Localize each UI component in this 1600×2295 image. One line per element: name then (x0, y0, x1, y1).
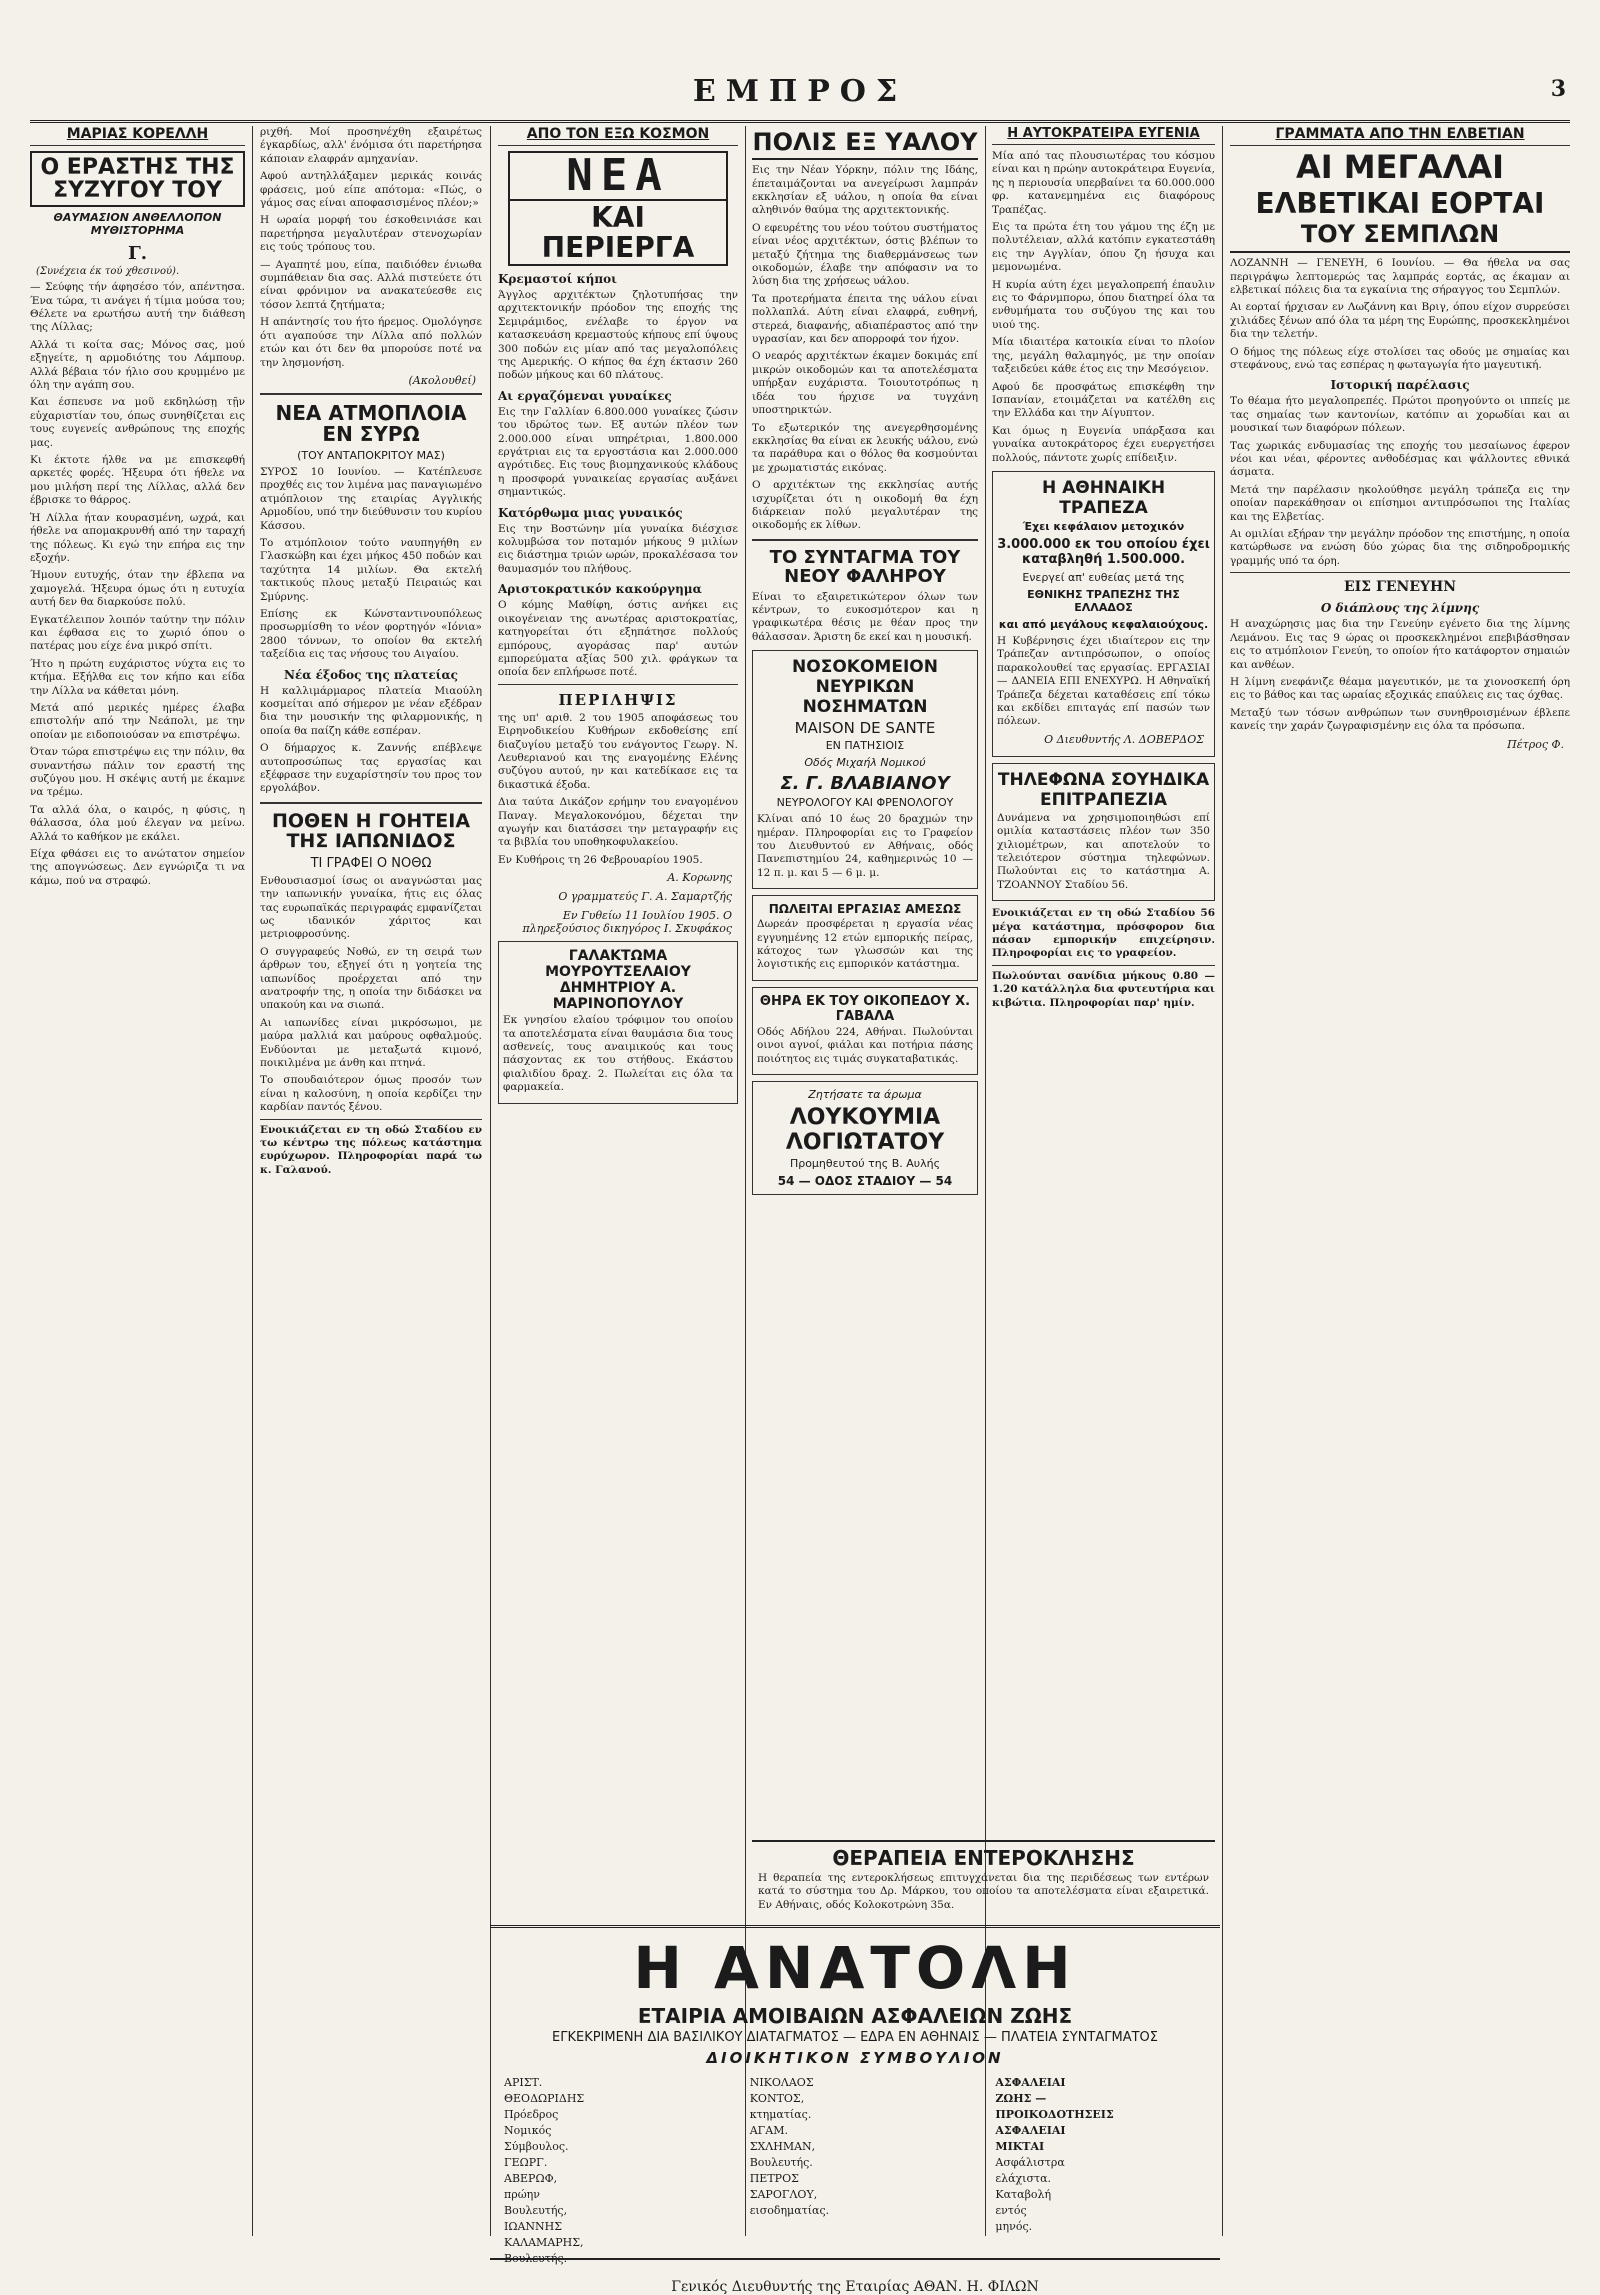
wine-ad-text: Οδός Αδήλου 224, Αθήναι. Πωλούνται οινοι αγνοί, φιάλαι και ποτήρια πάσης ποιότητος εις τιμάς συγκαταβατικάς. (757, 1025, 973, 1065)
paragraph: ΣΥΡΟΣ 10 Ιουνίου. — Κατέπλευσε προχθές εις τον λιμένα μας παναγιωμένο ατμόπλοιον της εταιρίας Αγγλικής Αρμοδίου, υπό την διεύθυνσιν του κυρίου Κάσσου. (260, 465, 482, 532)
paragraph: Μετά από μερικές ημέρες έλαβα επιστολήν από την Νεάπολι, με την οποίαν με ειδοποιούσαν να επιστρέψω. (30, 701, 245, 741)
paragraph: — Αγαπητέ μου, είπα, παιδιόθεν ένιωθα συμπάθειαν δια σας. Αλλά πιστεύετε ότι είναι φρόνιμον να ανακατεύεσθε εις τόσον λεπτά ζητήματα; (260, 258, 482, 311)
column-news-syros (260, 126, 482, 2246)
signature: Εν Γυθείω 11 Ιουλίου 1905. Ο πληρεξούσιος δικηγόρος Ι. Σκυφάκος (522, 909, 732, 936)
paragraph: Κι έκτοτε ήλθε να με επισκεφθή αρκετές φορές. Ήξευρα ότι ήθελε να μου μιλήση περί της Λίλλας, αλλά δεν έβρισκε το θάρρος. (30, 454, 245, 507)
telephone-ad-text: Δυνάμενα να χρησιμοποιηθώσι επί ομιλία καταστάσεις πλέον των 350 χιλιομέτρων, και αποτελούν το τελειότερον σύστημα τηλεφώνων. Πωλούνται εις το κατάστημα Α. ΤΖΟΑΝΝΟΥ Σταδίου 56. (997, 811, 1210, 891)
swiss-headline-2: ΕΛΒΕΤΙΚΑΙ ΕΟΡΤΑΙ (1255, 186, 1545, 220)
paragraph: Αφού δε προσφάτως επισκέφθη την Ισπανίαν, ετοιμάζεται να κατέλθη εις την Ελλάδα και την Αίγυπτον. (992, 380, 1215, 420)
bank-ad-title: Η ΑΘΗΝΑΙΚΗ ΤΡΑΠΕΖΑ (1041, 477, 1166, 518)
lake-subheading: Ο διάπλους της λίμνης (1320, 601, 1480, 616)
hospital-ad-doctor: Σ. Γ. ΒΛΑΒΙΑΝΟΥ (780, 773, 950, 795)
news-item: Κατόρθωμα μιας γυναικός Εις την Βοστώνην μία γυναίκα διέσχισε κολυμβώσα τον ποταμόν μήκους 9 μιλίων εις διάστημα τριών ωρών, προκαλέσασα τον θαυμασμόν του πλήθους. (498, 505, 738, 575)
paragraph: Τας χωρικάς ενδυμασίας της εποχής του μεσαίωνος έφερον νέοι και νέαι, φέροντες ανθοδέσμας και ψάλλοντες εθνικά άσματα. (1230, 439, 1570, 479)
empress-headline: Η ΑΥΤΟΚΡΑΤΕΙΡΑ ΕΥΓΕΝΙΑ (992, 126, 1215, 145)
insurance-director: Γενικός Διευθυντής της Εταιρίας ΑΘΑΝ. Η. ΦΙΛΩΝ (671, 2279, 1039, 2295)
continued-note: (Ακολουθεί) (408, 373, 476, 387)
newspaper-title: ΕΜΠΡΟΣ (692, 74, 908, 109)
paragraph: Ο δήμος της πόλεως είχε στολίσει τας οδούς με σημαίας και στεφάνους, ενώ τας εσπέρας η φωταγωγία ήτο μαγευτική. (1230, 345, 1570, 372)
classified-ad: Ενοικιάζεται εν τη οδώ Σταδίου εν τω κέντρω της πόλεως κατάστημα ευρύχωρον. Πληροφορίαι παρά τω κ. Γαλανού. (260, 1123, 482, 1176)
paragraph: Μετά την παρέλασιν ηκολούθησε μεγάλη τράπεζα εις την οποίαν παρεκάθησαν οι επίσημοι αντιπρόσωποι της Ιταλίας και της Ελβετίας. (1230, 483, 1570, 523)
paragraph: Η ωραία μορφή του έσκοθεινιάσε και παρετήρησα μεγαλυτέραν στενοχωρίαν εις τούς τρόπους του. (260, 214, 482, 254)
board-members: ΑΡΙΣΤ. ΘΕΟΔΩΡΙΔΗΣ Πρόεδρος Νομικός Σύμβουλος. ΓΕΩΡΓ. ΑΒΕΡΩΦ, πρώην Βουλευτής, ΙΩΑΝΝΗΣ ΚΑΛΑΜΑΡΗΣ, Βουλευτής. ΝΙΚΟΛΑΟΣ ΚΟΝΤΟΣ, κτηματίας. ΑΓΑΜ. ΣΧΛΗΜΑΝ, Βουλευτής. ΠΕΤΡΟΣ ΣΑΡΟΓΛΟΥ, εισοδηματίας. ΑΣΦΑΛΕΙΑΙ ΖΩΗΣ — ΠΡΟΙΚΟΔΟΤΗΣΕΙΣ ΑΣΦΑΛΕΙΑΙ ΜΙΚΤΑΙ Ασφάλιστρα ελάχιστα. Καταβολή εντός μηνός. (504, 2076, 1114, 2265)
syros-byline: (ΤΟΥ ΑΝΤΑΠΟΚΡΙΤΟΥ ΜΑΣ) (297, 448, 445, 462)
hospital-ad-address: Οδός Μιχαήλ Νομικού (804, 756, 926, 770)
news-item: Κρεμαστοί κήποι Άγγλος αρχιτέκτων ζηλοτυπήσας την αρχιτεκτονικήν πρόοδον της εποχής της Σεμιράμιδος, ενέλαβε το έργον να κατασκευάση κρεμαστούς κήπους επί ύψους 300 ποδών εις μίαν από τας μεγαλοπόλεις της Αμερικής. Ο κήπος θα έχη έκτασιν 260 ποδών μήκους και 60 πλάτους. (498, 271, 738, 382)
sweets-ad-text: Προμηθευτού της Β. Αυλής (789, 1157, 941, 1171)
news-subheadline: ΚΑΙ ΠΕΡΙΕΡΓΑ (508, 201, 728, 266)
board-heading: ΔΙΟΙΚΗΤΙΚΟΝ ΣΥΜΒΟΥΛΙΟΝ (706, 2049, 1004, 2067)
japanese-subhead: ΤΙ ΓΡΑΦΕΙ Ο ΝΟΘΩ (310, 855, 432, 871)
therapy-ad-text: Η θεραπεία της εντεροκλήσεως επιτυγχάνεται δια της περιδέσεως των εντέρων κατά το σύστημα του Δρ. Μάρκου, του οποίου τα αποτελέσματα είναι εξαιρετικά. Εν Αθήναις, οδός Κολοκοτρώνη 35α. (758, 1872, 1209, 1911)
therapy-ad-title: ΘΕΡΑΠΕΙΑ ΕΝΤΕΡΟΚΛΗΣΗΣ (832, 1846, 1135, 1870)
paragraph: Η καλλιμάρμαρος πλατεία Μιαούλη κοσμείται από σήμερον με νέαν εξέδραν δια την μουσικήν της φιλαρμονικής, η οποία θα παίζη κάθε εσπέραν. (260, 684, 482, 737)
bank-ad-signature: Ο Διευθυντής Λ. ΔΟΒΕΡΔΟΣ (1044, 732, 1204, 746)
japanese-headline: ΠΟΘΕΝ Η ΓΟΗΤΕΙΑ ΤΗΣ ΙΑΠΩΝΙΔΟΣ (271, 809, 471, 852)
column-world-news (498, 126, 738, 1916)
paragraph: ΛΟΖΑΝΝΗ — ΓΕΝΕΥΗ, 6 Ιουνίου. — Θα ήθελα να σας περιγράψω λεπτομερώς τας λαμπράς εορτάς, ας έκαμαν αι ελβετικαί πόλεις δια τα εγκαίνια της σήραγγος του Σεμπλών. (1230, 257, 1570, 296)
paragraph: Αι ομιλίαι εξήραν την μεγάλην πρόοδον της επιστήμης, η οποία κατώρθωσε να ενώση δύο χώρας δια της σιδηροδρομικής γραμμής υπό τα όρη. (1230, 528, 1570, 567)
signature: Ο γραμματεύς Γ. Α. Σαμαρτζής (558, 890, 732, 904)
column-rule (490, 126, 491, 2236)
paragraph: Μία από τας πλουσιωτέρας του κόσμου είναι και η πρώην αυτοκράτειρα Ευγενία, ης η περιουσία υπερβαίνει τα 60.000.000 φρ. κατανεμημένα εις διαφόρους Τραπέζας. (992, 150, 1215, 216)
column-serial-novel (30, 126, 245, 2246)
paragraph: Ἡ Λίλλα ήταν κουρασμένη, ωχρά, και ήθελε να απομακρυνθή από την ταραχή της πόλεως. Κι εγώ την επήρα εις την εξοχήν. (30, 511, 245, 564)
paragraph: Η κυρία αύτη έχει μεγαλοπρεπή έπαυλιν εις το Φάρνμπορω, όπου διατηρεί όλα τα ενθυμήματα του συζύγου της και του υιού της. (992, 278, 1215, 331)
paragraph: Τα προτερήματα έπειτα της υάλου είναι πολλαπλά. Αύτη είναι ελαφρά, ευθηνή, στερεά, διαφανής, αδιαπέραστος από την υγρασίαν, και δεν απορροφά τον ήχον. (752, 292, 978, 346)
column-rule (745, 126, 746, 2236)
sweets-ad-title: ΛΟΥΚΟΥΜΙΑ ΛΟΓΙΩΤΑΤΟΥ (785, 1105, 945, 1156)
paragraph: Το σπουδαιότερον όμως προσόν των είναι η καλοσύνη, η οποία κερδίζει την καρδίαν παντός ξένου. (260, 1074, 482, 1114)
paragraph: Αι εορταί ήρχισαν εν Λωζάννη και Βριγ, όπου είχον συρρεύσει χιλιάδες ξένων από όλα τα μέρη της Ευρώπης, προσκεκλημένοι δια την τελετήν. (1230, 301, 1570, 341)
hospital-ad-text: Κλίναι από 10 έως 20 δραχμών την ημέραν. Πληροφορίαι εις το Γραφείον του Διευθυντού εν Αθήναις, οδός Πανεπιστημίου 24, καθημερινώς 10 — 12 π. μ. και 5 — 6 μ. μ. (757, 813, 973, 879)
syntagma-headline: ΤΟ ΣΥΝΤΑΓΜΑ ΤΟΥ ΝΕΟΥ ΦΑΛΗΡΟΥ (769, 546, 961, 587)
paragraph: Ήμουν ευτυχής, όταν την έβλεπα να χαμογελά. Ήξευρα όμως ότι η ευτυχία αυτή δεν θα διαρκούσε πολύ. (30, 569, 245, 609)
page-number: 3 (1550, 76, 1566, 102)
therapy-ad (752, 1840, 1215, 1922)
job-ad-title: ΠΩΛΕΙΤΑΙ ΕΡΓΑΣΙΑΣ ΑΜΕΣΩΣ (768, 902, 962, 917)
subheading: Ιστορική παρέλασις (1330, 378, 1470, 393)
paragraph: Ο δήμαρχος κ. Ζαννής επέβλεψε αυτοπροσώπως τας εργασίας και εξέφρασε την ευχαρίστησίν του προς τον εργολάβον. (260, 742, 482, 795)
news-item: Αι εργαζόμεναι γυναίκες Εις την Γαλλίαν 6.800.000 γυναίκες ζώσιν του ιδρώτος των. Εξ αυτών πλέον των 2.000.000 είναι υπηρέτριαι, 1.800.000 εργάτριαι εις τα εργοστάσια και 2.000.000 αγρότιδες. Εις τους βιομηχανικούς κλάδους η προσφορά γυναικείας εργασίας αυξάνει σημαντικώς. (498, 388, 738, 499)
paragraph: Είναι το εξαιρετικώτερον όλων των κέντρων, το ευκοσμότερον και η γραφικωτέρα θέσις με θέαν προς την θάλασσαν. Άριστη δε εκεί και η μουσική. (752, 590, 978, 643)
section-header: ΓΡΑΜΜΑΤΑ ΑΠΟ ΤΗΝ ΕΛΒΕΤΙΑΝ (1230, 126, 1570, 146)
paragraph: Το θέαμα ήτο μεγαλοπρεπές. Πρώτοι προηγούντο οι ιππείς με τας σημαίας των καντονίων, κατόπιν αι χορωδίαι και αι μουσικαί των διαφόρων πόλεων. (1230, 395, 1570, 435)
classified-ad: Πωλούνται σανίδια μήκους 0.80 — 1.20 κατάλληλα δια φυτευτήρια και κιβώτια. Πληροφορίαι παρ' ημίν. (992, 969, 1215, 1009)
paragraph: Ο αρχιτέκτων της εκκλησίας αυτής ισχυρίζεται ότι η οικοδομή θα έχη διάρκειαν πολύ μεγαλυτέραν της οικοδομής εκ λίθων. (752, 479, 978, 532)
paragraph: Το ατμόπλοιον τούτο ναυπηγήθη εν Γλασκώβη και έχει μήκος 450 ποδών και ταχύτητα 14 μιλίων. Θα εκτελή τακτικούς πλους μεταξύ Πειραιώς και Σμύρνης. (260, 536, 482, 603)
paragraph: Εις την Νέαν Υόρκην, πόλιν της Ιδάης, έπεταιμάζονται να ανεγείρωσι λαμπράν εκκλησίαν εξ υάλου, η οποία θα είναι αληθινόν θαύμα της αρχιτεκτονικής. (752, 164, 978, 217)
signature: Α. Κορωνης (667, 871, 732, 885)
paragraph: Εις τα πρώτα έτη του γάμου της έζη με πολυτέλειαν, αλλά κατόπιν εγκατεστάθη εις την Αγγλίαν, όπου ζη ήσυχα και μεμονωμένα. (992, 221, 1215, 274)
hospital-ad-doctor-title: ΝΕΥΡΟΛΟΓΟΥ ΚΑΙ ΦΡΕΝΟΛΟΓΟΥ (776, 796, 954, 810)
insurance-company-name: Η ΑΝΑΤΟΛΗ (633, 1934, 1077, 2002)
paragraph: Και έσπευσε να μοῦ εκδηλώσῃ τῇν εὐχαριστίαν του, όπως συνηθίζεται εις τους ευγενείς ανθρώπους της εποχής μας. (30, 396, 245, 449)
swiss-headline-3: ΤΟΥ ΣΕΜΠΛΩΝ (1230, 222, 1570, 253)
paragraph: Ο εφευρέτης του νέου τούτου συστήματος είναι νέος αρχιτέκτων, όστις βλέπων το μεταξύ ζήτημα της διαθερμάνσεως των οικοδομών, έλαβε την απόφασιν να το λύση δια της χρήσεως υάλου. (752, 221, 978, 288)
insurance-approval: ΕΓΚΕΚΡΙΜΕΝΗ ΔΙΑ ΒΑΣΙΛΙΚΟΥ ΔΙΑΤΑΓΜΑΤΟΣ — ΕΔΡΑ ΕΝ ΑΘΗΝΑΙΣ — ΠΛΑΤΕΙΑ ΣΥΝΤΑΓΜΑΤΟΣ (552, 2030, 1158, 2045)
masthead (30, 70, 1570, 123)
paragraph: Είχα φθάσει εις το ανώτατον σημείον της απογνώσεως. Δεν εγνώριζα τι να κάμω, πού να στραφώ. (30, 848, 245, 887)
paragraph: Ήτο η πρώτη ευχάριστος νύχτα εις το κτήμα. Εξήλθα εις τον κήπο και είδα την Λίλλα να κάθεται μόνη. (30, 657, 245, 697)
paragraph: Όταν τώρα επιστρέψω εις την πόλιν, θα συναντήσω πάλιν τον εραστή της συζύγου μου. Η σκέψις αυτή με έκαμνε να τρέμω. (30, 746, 245, 799)
syros-headline: ΝΕΑ ΑΤΜΟΠΛΟΙΑ ΕΝ ΣΥΡΩ (275, 400, 467, 446)
paragraph: Μία ιδιαιτέρα κατοικία είναι το πλοίον της, μεγάλη θαλαμηγός, με την οποίαν ταξειδεύει κάθε έτος εις την Μεσόγειον. (992, 336, 1215, 376)
author-header: ΜΑΡΙΑΣ ΚΟΡΕΛΛΗ (30, 126, 245, 146)
chapter-number: Γ. (127, 243, 148, 265)
glass-city-headline: ΠΟΛΙΣ ΕΞ ΥΑΛΟΥ (752, 130, 978, 160)
novel-subtitle: ΘΑΥΜΑΣΙΟΝ ΑΝΘΕΛΛΟΠΟΝ ΜΥΘΙΣΤΟΡΗΜΑ (53, 211, 222, 238)
column-swiss-letters (1230, 126, 1570, 2246)
milk-ad-title: ΓΑΛΑΚΤΩΜΑ ΜΟΥΡΟΥΤΣΕΛΑΙΟΥ ΔΗΜΗΤΡΙΟΥ Α. ΜΑΡΙΝΟΠΟΥΛΟΥ (545, 948, 691, 1013)
job-ad-text: Δωρεάν προσφέρεται η εργασία νέας εγγυημένης 12 ετών εμπορικής πείρας, κάτοχος των γλωσσών και της λογιστικής εις εμπορικόν κατάστημα. (757, 918, 973, 971)
paragraph: Ενθουσιασμοί ίσως οι αναγνώσται μας την ιαπωνικήν γυναίκα, ήτις εις όλας τας ευρωπαϊκάς περιγραφάς εμφανίζεται ως ιδανικόν χάριτος και μετριοφροσύνης. (260, 874, 482, 941)
paragraph: Εν Κυθήροις τη 26 Φεβρουαρίου 1905. (498, 853, 703, 866)
column-empress: Η ΑΥΤΟΚΡΑΤΕΙΡΑ ΕΥΓΕΝΙΑ Μία από τας πλουσιωτέρας του κόσμου είναι και η πρώην αυτοκράτειρα Ευγενία, ης η περιουσία υπερβαίνει τα 60.000.000 φρ. κατανεμημένα εις διαφόρους Τραπέζας. Εις τα πρώτα έτη του γάμου της έζη με πολυτέλειαν, αλλά κατόπιν εγκατεστάθη εις την Αγγλίαν, όπου ζη ήσυχα και μεμονωμένα. Η κυρία αύτη έχει μεγαλοπρεπή έπαυλιν εις το Φάρνμπορω, όπου διατηρεί όλα τα ενθυμήματα του συζύγου της και του υιού της. Μία ιδιαιτέρα κατοικία είναι το πλοίον της, μεγάλη θαλαμηγός, με την οποίαν ταξειδεύει κάθε έτος εις την Μεσόγειον. Αφού δε προσφάτως επισκέφθη την Ισπανίαν, ετοιμάζεται να κατέλθη εις την Ελλάδα και την Αίγυπτον. Και όμως η Ευγενία υπάρξασα και γυναίκα αυτοκράτορος έχει ευεργετήσει πολλούς, πάντοτε χωρίς επίδειξιν. Η ΑΘΗΝΑΙΚΗ ΤΡΑΠΕΖΑ Έχει κεφάλαιον μετοχικόν 3.000.000 εκ του οποίου έχει καταβληθή 1.500.000. Ενεργεί απ' ευθείας μετά της ΕΘΝΙΚΗΣ ΤΡΑΠΕΖΗΣ ΤΗΣ ΕΛΛΑΔΟΣ και από μεγάλους κεφαλαιούχους. Η Κυβέρνησις έχει ιδιαίτερον εις την Τράπεζαν αντιπρόσωπον, ο οποίος παρακολουθεί τας εργασίας. ΕΡΓΑΣΙΑΙ — ΔΑΝΕΙΑ ΕΠΙ ΕΝΕΧΥΡΩ. Η Αθηναϊκή Τράπεζα δέχεται καταθέσεις επί τόκω και εκδίδει επιταγάς επί πασών των πόλεων. Ο Διευθυντής Λ. ΔΟΒΕΡΔΟΣ ΤΗΛΕΦΩΝΑ ΣΟΥΗΔΙΚΑ ΕΠΙΤΡΑΠΕΖΙΑ Δυνάμενα να χρησιμοποιηθώσι επί ομιλία καταστάσεις πλέον των 350 χιλιομέτρων, και αποτελούν το τελειότερον σύστημα τηλεφώνων. Πωλούνται εις το κατάστημα Α. ΤΖΟΑΝΝΟΥ Σταδίου 56. Ενοικιάζεται εν τη οδώ Σταδίου 56 μέγα κατάστημα, πρόσφορον δια πάσαν εμπορικήν επιχείρησιν. Πληροφορίαι εις το γραφείον. Πωλούνται σανίδια μήκους 0.80 — 1.20 κατάλληλα δια φυτευτήρια και κιβώτια. Πληροφορίαι παρ' ημίν. (992, 126, 1215, 1009)
paragraph: της υπ' αριθ. 2 του 1905 αποφάσεως του Ειρηνοδικείου Κυθήρων εκδοθείσης επί διαζυγίου μεταξύ του ενάγοντος Γεωργ. Ν. Λευθεριανού και της εναγομένης Ελένης συζύγου αυτού, ην και κατεδίκασε εις τα δικαστικά έξοδα. (498, 711, 738, 791)
paragraph: Επίσης εκ Κώνσταντινουπόλεως προσωρμίσθη το νέον φορτηγόν «Ιόνια» 2800 τόννων, το οποίον θα εκτελή ταξείδια εις τας νήσους του Αιγαίου. (260, 607, 482, 661)
paragraph: Το εξωτερικόν της ανεγερθησομένης εκκλησίας θα είναι εκ λευκής υάλου, ενώ τα παράθυρα και ο θόλος θα κοσμούνται με χρωματιστάς εικόνας. (752, 421, 978, 474)
paragraph: Αλλά τι κοίτα σας; Μόνος σας, μού εξηγείτε, η αρμοδιότης του Λάμπουρ. Αλλά βέβαια τόν ήλιο σου κρυμμένο με όλη την αγάπη σου. (30, 338, 245, 392)
classified-ad: Ενοικιάζεται εν τη οδώ Σταδίου 56 μέγα κατάστημα, πρόσφορον δια πάσαν εμπορικήν επιχείρησιν. Πληροφορίαι εις το γραφείον. (992, 907, 1215, 960)
paragraph: Ο νεαρός αρχιτέκτων έκαμεν δοκιμάς επί μικρών οικοδομών και τα αποτελέσματα υπήρξαν ευχάριστα. Τοιουτοτρόπως η ιδέα του ήρχισε να τυγχάνη υποστηρικτών. (752, 350, 978, 417)
column-glass-city (752, 126, 978, 1916)
paragraph: — Σεύφης τήν άφησέσο τόν, απέντησα. Ένα τώρα, τι ανάγει ή τίμια μούσα του; Θέλετε να ερωτήσω αυτή την διάθεση της Λίλλας; (30, 281, 245, 334)
paragraph: Η λίμνη ενεφάνιζε θέαμα μαγευτικόν, με τα χιονοσκεπή όρη εις το βάθος και τας ωραίας εξοχικάς επαύλεις εις τας όχθας. (1230, 675, 1570, 702)
telephone-ad-title: ΤΗΛΕΦΩΝΑ ΣΟΥΗΔΙΚΑ ΕΠΙΤΡΑΠΕΖΙΑ (997, 769, 1210, 810)
hospital-ad-title: ΝΟΣΟΚΟΜΕΙΟΝ ΝΕΥΡΙΚΩΝ ΝΟΣΗΜΑΤΩΝ (792, 657, 938, 718)
milk-ad-text: Εκ γνησίου ελαίου τρόφιμον του οποίου τα αποτελέσματα είναι θαυμάσια δια τους ασθενείς, τους αναιμικούς και τους πάσχοντας εκ του στήθους. Εκάστου φιαλιδίου δραχ. 2. Πωλείται εις όλα τα φαρμακεία. (503, 1014, 733, 1094)
legal-notice-title: ΠΕΡΙΛΗΨΙΣ (558, 690, 678, 709)
sweets-ad-address: 54 — ΟΔΟΣ ΣΤΑΔΙΟΥ — 54 (777, 1174, 953, 1189)
hospital-ad-location: ΕΝ ΠΑΤΗΣΙΟΙΣ (825, 739, 905, 753)
paragraph: Αφού αντηλλάξαμεν μερικάς κοινάς φράσεις, μού είπε απότομα: «Πώς, ο γάμος σας είναι αποφασισμένος πλέον;» (260, 170, 482, 210)
continuation-note: (Συνέχεια έκ τού χθεσινού). (36, 266, 180, 278)
column-rule (252, 126, 253, 2236)
insurance-tagline: ΕΤΑΙΡΙΑ ΑΜΟΙΒΑΙΩΝ ΑΣΦΑΛΕΙΩΝ ΖΩΗΣ (637, 2004, 1073, 2028)
news-headline: ΝΕΑ (508, 151, 728, 201)
paragraph: Τα αλλά όλα, ο καιρός, η φύσις, η θάλασσα, όλα μού έλεγαν να μείνω. Αλλά το καθήκον με εκάλει. (30, 803, 245, 843)
paragraph: Και όμως η Ευγενία υπάρξασα και γυναίκα αυτοκράτορος έχει ευεργετήσει πολλούς, πάντοτε χωρίς επίδειξιν. (992, 424, 1215, 464)
paragraph: Η αναχώρησις μας δια την Γενεύην εγένετο δια της λίμνης Λεμάνου. Εις τας 9 ώρας οι προσκεκλημένοι επεβιβάσθησαν εις το ατμόπλοιον Γενεύη, το οποίον ήτο κατάφορτον σημαιών και ανθέων. (1230, 618, 1570, 671)
paragraph: Αι ιαπωνίδες είναι μικρόσωμοι, με μαύρα μαλλιά και μαύρους οφθαλμούς. Ενδύονται με μεταξωτά κιμονό, ποικιλμένα με άνθη και πτηνά. (260, 1016, 482, 1069)
paragraph: Εγκατέλειπον λοιπόν ταύτην την πόλιν και έφθασα εις το χωριό όπου ο πατέρας μου είχε ένα μικρό σπίτι. (30, 613, 245, 653)
section-header: ΑΠΟ ΤΟΝ ΕΞΩ ΚΟΣΜΟΝ (498, 126, 738, 146)
paragraph: Μεταξύ των τόσων ανθρώπων των συνηθροισμένων έβλεπε κανείς την χαράν ζωγραφισμένην εις όλα τα πρόσωπα. (1230, 706, 1570, 733)
signature: Πέτρος Φ. (1507, 737, 1564, 751)
wine-ad-title: ΘΗΡΑ ΕΚ ΤΟΥ ΟΙΚΟΠΕΔΟΥ Χ. ΓΑΒΑΛΑ (759, 993, 971, 1024)
paragraph: Η απάντησίς του ήτο ήρεμος. Ομολόγησε ότι αγαπούσε την Λίλλα από πολλών ετών και ότι δεν θα μπορούσε ποτέ να την λησμονήση. (260, 316, 482, 369)
insurance-ad (490, 1925, 1220, 2295)
sweets-ad-pre: Ζητήσατε τα άρωμα (808, 1088, 922, 1102)
swiss-headline-1: ΑΙ ΜΕΓΑΛΑΙ (1295, 148, 1505, 186)
paragraph: Ο συγγραφεύς Νοθώ, εν τη σειρά των άρθρων του, εξηγεί ότι η γοητεία της ιαπωνίδος προέρχεται από την ανατροφήν της, η οποία την διδάσκει να υπακούη και να σιωπά. (260, 945, 482, 1012)
paragraph: ριχθή. Μοί προσηνέχθη εξαιρέτως έγκαρδίως, αλλ' ένόμισα ότι παρετήρησα κάποιαν ελαφράν αμηχανίαν. (260, 126, 482, 165)
novel-title: Ο ΕΡΑΣΤΗΣ ΤΗΣ ΣΥΖΥΓΟΥ ΤΟΥ (30, 151, 245, 207)
news-item: Αριστοκρατικόν κακούργημα Ο κόμης Μαθίφη, όστις ανήκει εις οικογένειαν της ανωτέρας αριστοκρατίας, κατηγορείται ότι εξηπάτησε πολλούς εμπόρους, αγοράσας παρ' αυτών εμπορεύματα αξίας 500 χιλ. φράγκων τα οποία δεν επλήρωσε ποτέ. (498, 582, 738, 679)
bank-ad-text: Η Κυβέρνησις έχει ιδιαίτερον εις την Τράπεζαν αντιπρόσωπον, ο οποίος παρακολουθεί τας εργασίας. ΕΡΓΑΣΙΑΙ — ΔΑΝΕΙΑ ΕΠΙ ΕΝΕΧΥΡΩ. Η Αθηναϊκή Τράπεζα δέχεται καταθέσεις επί τόκω και εκδίδει επιταγάς επί πασών των πόλεων. (997, 634, 1210, 728)
hospital-ad-sub: MAISON DE SANTE (794, 719, 936, 738)
subheading: Νέα έξοδος της πλατείας (283, 667, 458, 682)
geneva-subheading: ΕΙΣ ΓΕΝΕΥΗΝ (1343, 579, 1457, 596)
paragraph: Δια ταύτα Δικάζον ερήμην του εναγομένου Παναγ. Μεγαλοκονόμου, δέχεται την αγωγήν και διατάσσει την μεταγραφήν εις τα βιβλία του υποθηκοφυλακείου. (498, 796, 738, 849)
column-rule (1222, 126, 1223, 2236)
